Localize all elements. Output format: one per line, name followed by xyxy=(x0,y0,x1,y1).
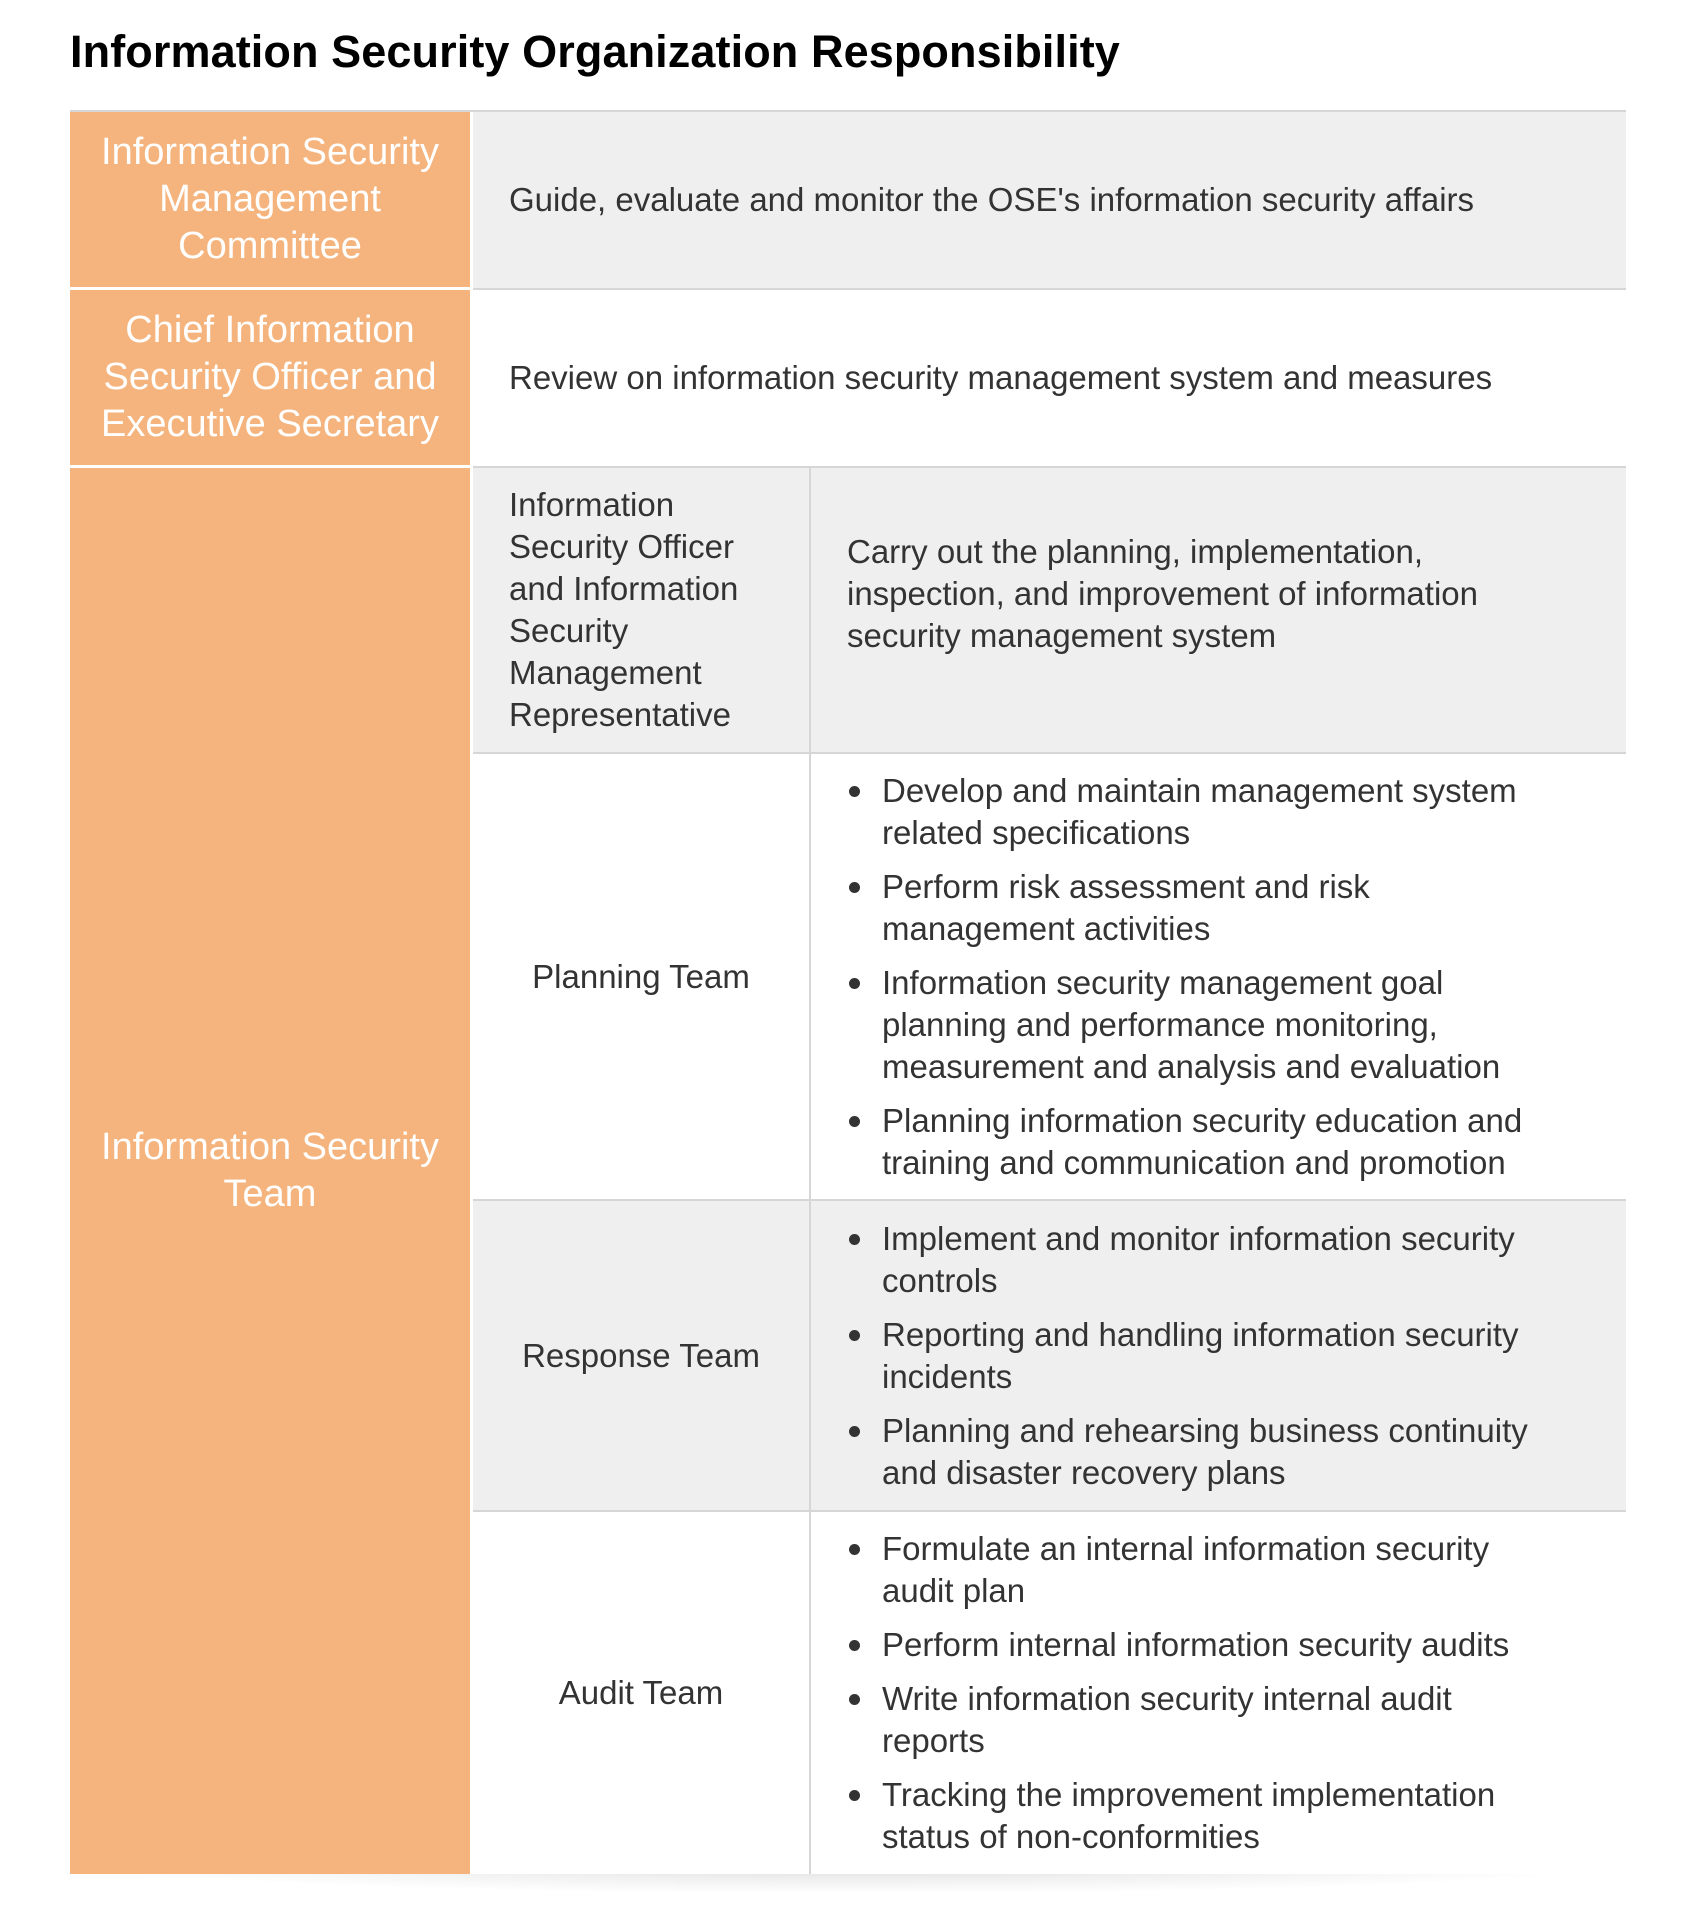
description-audit-team xyxy=(811,1512,1626,1874)
description-line: Carry out the planning, implementation, xyxy=(847,533,1423,570)
bullet-dot-icon xyxy=(849,1234,860,1245)
bullet-item xyxy=(847,866,1522,950)
page-title: Information Security Organization Responsibility xyxy=(70,26,1120,77)
bullet-line: incidents xyxy=(882,1357,1013,1395)
label-line: Security Officer xyxy=(509,528,734,565)
description-line: security management system xyxy=(847,617,1277,654)
label-line: Management xyxy=(509,654,702,691)
bullet-item xyxy=(847,1528,1509,1612)
bullet-line: management activities xyxy=(882,909,1211,947)
bullet-line: Planning and rehearsing business continuity xyxy=(882,1411,1528,1449)
label-line: and Information xyxy=(509,570,739,607)
bullet-line: measurement and analysis and evaluation xyxy=(882,1047,1501,1085)
bullet-item xyxy=(847,1314,1528,1398)
bullet-line: planning and performance monitoring, xyxy=(882,1005,1438,1043)
bullet-item xyxy=(847,1678,1509,1762)
label-audit-team: Audit Team xyxy=(473,1512,811,1874)
bullet-dot-icon xyxy=(849,1694,860,1705)
label-planning-team: Planning Team xyxy=(473,754,811,1201)
bullet-line: Perform risk assessment and risk xyxy=(882,867,1370,905)
bullet-dot-icon xyxy=(849,882,860,893)
role-line: Information Security xyxy=(101,1126,439,1168)
role-line: Team xyxy=(223,1173,317,1215)
bullet-item xyxy=(847,1218,1528,1302)
bullet-line: Tracking the improvement implementation xyxy=(882,1776,1496,1813)
bullet-dot-icon xyxy=(849,1116,860,1127)
bullet-dot-icon xyxy=(849,786,860,797)
bullet-list xyxy=(847,1218,1528,1494)
bullet-line: audit plan xyxy=(882,1572,1026,1609)
role-info-security-team xyxy=(70,468,473,1874)
bullet-dot-icon xyxy=(849,1790,860,1801)
role-line: Information Security xyxy=(101,131,439,173)
description-committee: Guide, evaluate and monitor the OSE's information security affairs xyxy=(473,112,1626,290)
role-line: Chief Information xyxy=(125,309,415,351)
bullet-item xyxy=(847,1774,1509,1858)
bullet-list xyxy=(847,770,1522,1184)
role-line: Committee xyxy=(178,225,362,267)
label-security-officer xyxy=(473,468,811,754)
bullet-dot-icon xyxy=(849,1544,860,1555)
bullet-item xyxy=(847,1410,1528,1494)
bullet-line: and disaster recovery plans xyxy=(882,1453,1286,1491)
bullet-item xyxy=(847,962,1522,1088)
bullet-line: Perform internal information security audits xyxy=(882,1626,1510,1663)
bullet-list xyxy=(847,1528,1509,1858)
bullet-line: Information security management goal xyxy=(882,963,1444,1001)
role-line: Security Officer and xyxy=(103,356,437,398)
bullet-line: Formulate an internal information security xyxy=(882,1530,1490,1567)
role-ciso xyxy=(70,290,473,468)
bullet-item xyxy=(847,1624,1509,1666)
role-committee xyxy=(70,112,473,290)
bullet-line: related specifications xyxy=(882,813,1191,851)
bullet-line: Planning information security education and xyxy=(882,1101,1523,1139)
bullet-dot-icon xyxy=(849,1426,860,1437)
bullet-line: Write information security internal audit xyxy=(882,1680,1452,1717)
bullet-line: reports xyxy=(882,1722,985,1759)
bullet-dot-icon xyxy=(849,1640,860,1651)
description-ciso: Review on information security management system and measures xyxy=(473,290,1626,468)
label-line: Security xyxy=(509,612,629,649)
label-line: Information xyxy=(509,486,675,523)
label-response-team: Response Team xyxy=(473,1201,811,1512)
bullet-dot-icon xyxy=(849,978,860,989)
description-response-team xyxy=(811,1201,1626,1512)
bullet-line: controls xyxy=(882,1261,998,1299)
label-line: Representative xyxy=(509,696,731,733)
bullet-item xyxy=(847,1100,1522,1184)
bullet-line: training and communication and promotion xyxy=(882,1143,1506,1181)
description-line: inspection, and improvement of information xyxy=(847,575,1478,612)
bullet-line: Implement and monitor information security xyxy=(882,1219,1515,1257)
bullet-item xyxy=(847,770,1522,854)
role-line: Management xyxy=(159,178,381,220)
bullet-line: status of non-conformities xyxy=(882,1818,1260,1855)
description-planning-team xyxy=(811,754,1626,1201)
bullet-line: Develop and maintain management system xyxy=(882,771,1517,809)
description-security-officer xyxy=(811,468,1626,754)
role-line: Executive Secretary xyxy=(101,403,439,445)
bullet-dot-icon xyxy=(849,1330,860,1341)
responsibility-table xyxy=(70,110,1626,1872)
bullet-line: Reporting and handling information security xyxy=(882,1315,1519,1353)
